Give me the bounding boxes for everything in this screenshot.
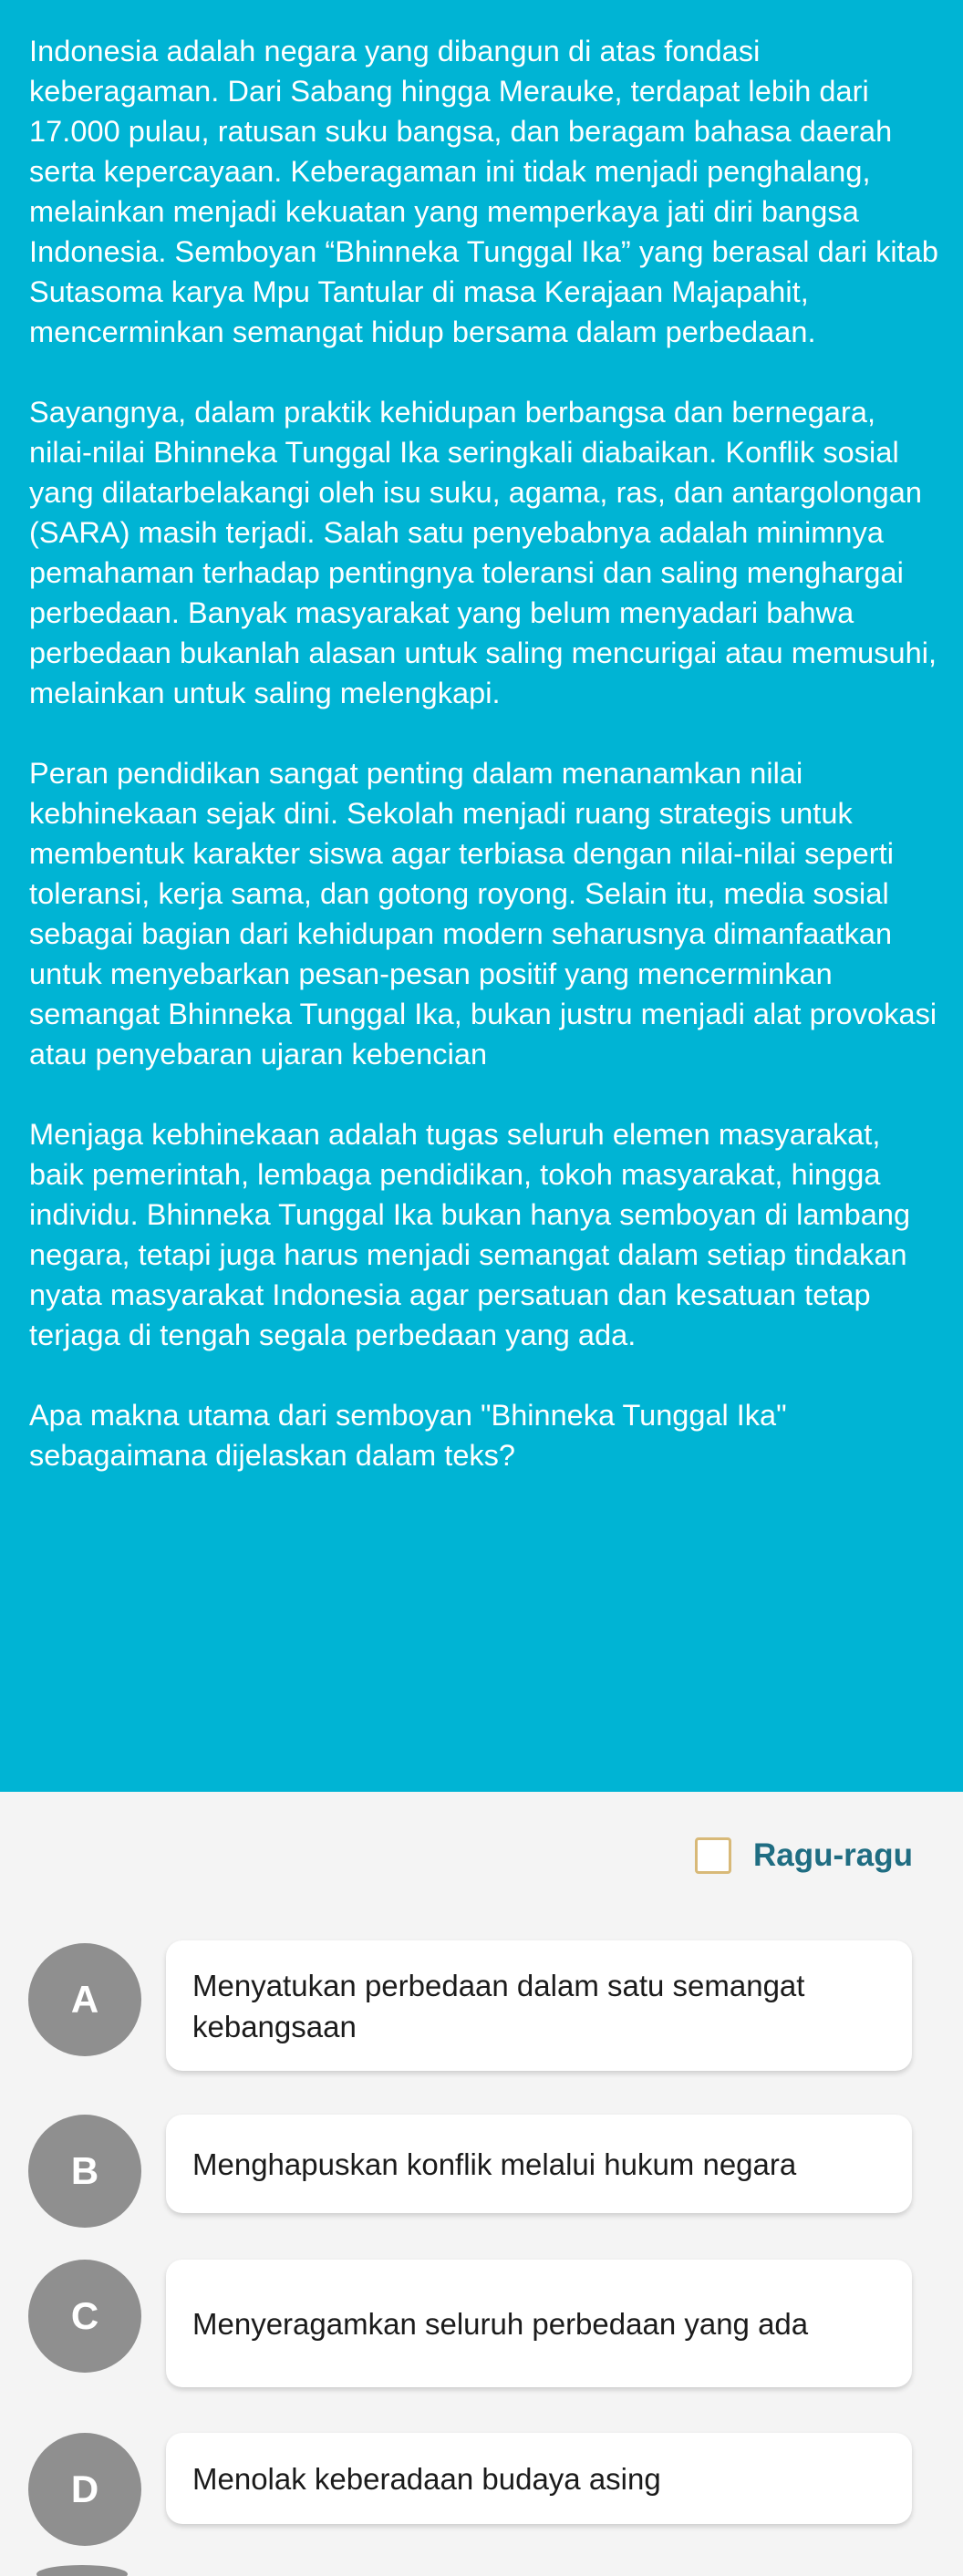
answer-area: [0, 1792, 963, 2576]
option-b-letter[interactable]: B: [28, 2115, 141, 2228]
option-d-letter[interactable]: D: [28, 2433, 141, 2546]
checkbox-icon[interactable]: [695, 1837, 731, 1874]
option-b-text: Menghapuskan konflik melalui hukum negara: [192, 2147, 797, 2181]
question-text: Apa makna utama dari semboyan "Bhinneka Tunggal Ika" sebagaimana dijelaskan dalam teks?: [29, 1399, 787, 1472]
option-a-text: Menyatukan perbedaan dalam satu semangat kebangsaan: [192, 1968, 805, 2043]
option-a-card[interactable]: [166, 1940, 912, 2071]
option-a-letter[interactable]: A: [28, 1943, 141, 2056]
option-c-text: Menyeragamkan seluruh perbedaan yang ada: [192, 2306, 809, 2341]
option-c-letter[interactable]: C: [28, 2260, 141, 2373]
option-d-text: Menolak keberadaan budaya asing: [192, 2461, 661, 2496]
passage-paragraph-1: Indonesia adalah negara yang dibangun di atas fondasi keberagaman. Dari Sabang hingga Merauke, terdapat lebih dari 17.000 pulau, ratusan suku bangsa, dan beragam bahasa daerah serta kepercayaan. Keberagaman ini tidak menjadi penghalang, melainkan menjadi kekuatan yang memperkaya jati diri bangsa Indonesia. Semboyan “Bhinneka Tunggal Ika” yang berasal dari kitab Sutasoma karya Mpu Tantular di masa Kerajaan Majapahit, mencerminkan semangat hidup bersama dalam perbedaan.: [29, 35, 938, 348]
doubt-checkbox[interactable]: [695, 1837, 913, 1874]
option-b-card[interactable]: [166, 2115, 912, 2213]
option-c-card[interactable]: [166, 2260, 912, 2387]
passage-paragraph-3: Peran pendidikan sangat penting dalam menanamkan nilai kebhinekaan sejak dini. Sekolah menjadi ruang strategis untuk membentuk karakter siswa agar terbiasa dengan nilai-nilai seperti toleransi, kerja sama, dan gotong royong. Selain itu, media sosial sebagai bagian dari kehidupan modern seharusnya dimanfaatkan untuk menyebarkan pesan-pesan positif yang mencerminkan semangat Bhinneka Tunggal Ika, bukan justru menjadi alat provokasi atau penyebaran ujaran kebencian: [29, 757, 937, 1071]
option-d-card[interactable]: [166, 2433, 912, 2524]
doubt-label: Ragu-ragu: [753, 1837, 913, 1873]
passage-paragraph-4: Menjaga kebhinekaan adalah tugas seluruh elemen masyarakat, baik pemerintah, lembaga pendidikan, tokoh masyarakat, hingga individu. Bhinneka Tunggal Ika bukan hanya semboyan di lambang negara, tetapi juga harus menjadi semangat dalam setiap tindakan nyata masyarakat Indonesia agar persatuan dan kesatuan tetap terjaga di tengah segala perbedaan yang ada.: [29, 1118, 911, 1351]
passage-paragraph-2: Sayangnya, dalam praktik kehidupan berbangsa dan bernegara, nilai-nilai Bhinneka Tunggal Ika seringkali diabaikan. Konflik sosial yang dilatarbelakangi oleh isu suku, agama, ras, dan antargolongan (SARA) masih terjadi. Salah satu penyebabnya adalah minimnya pemahaman terhadap pentingnya toleransi dan saling menghargai perbedaan. Banyak masyarakat yang belum menyadari bahwa perbedaan bukanlah alasan untuk saling mencurigai atau memusuhi, melainkan untuk saling melengkapi.: [29, 396, 937, 709]
next-option-circle-partial: [36, 2565, 128, 2576]
